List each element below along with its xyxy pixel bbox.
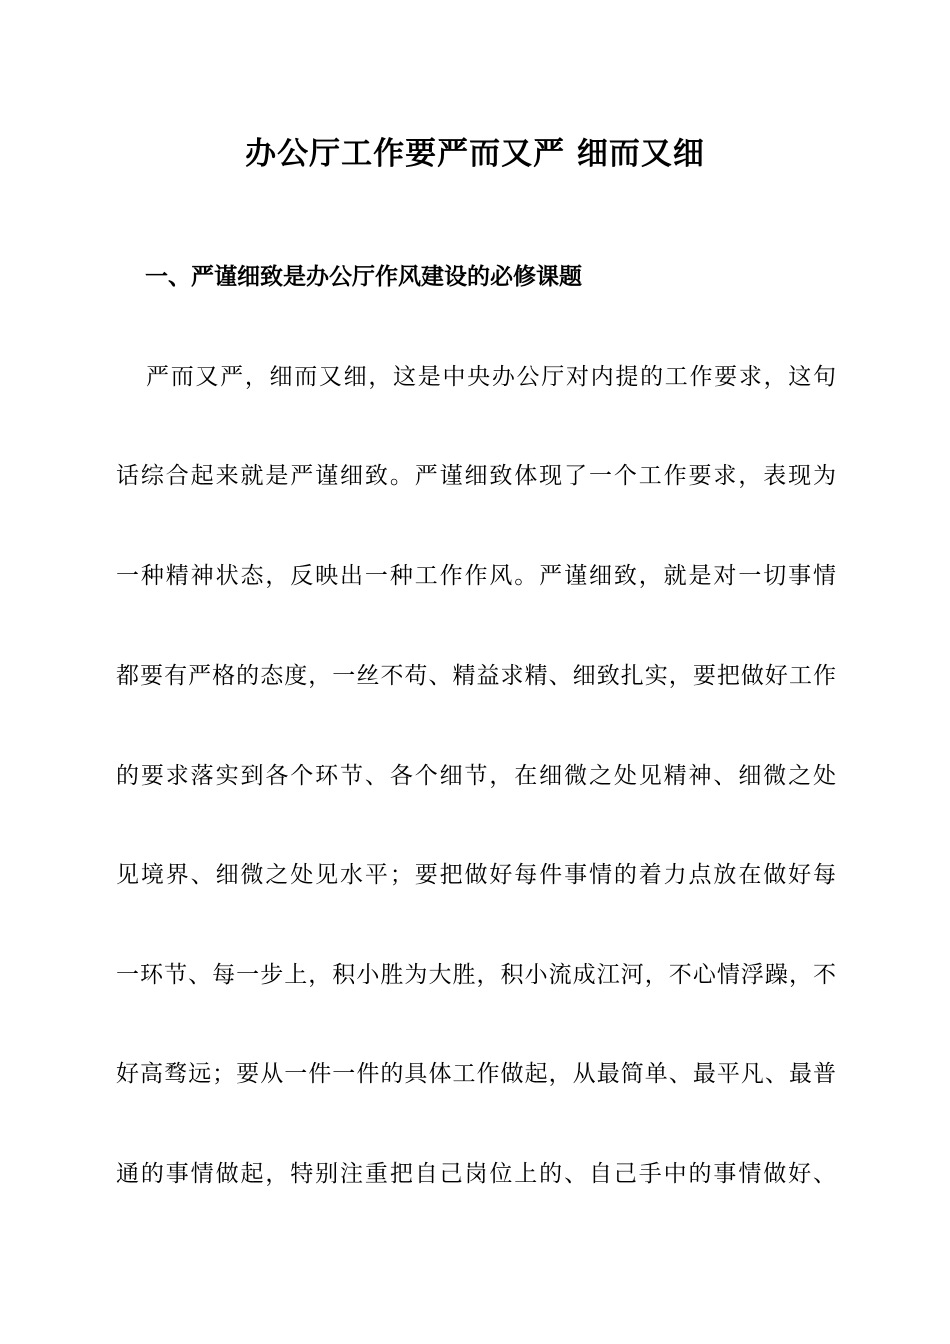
paragraph-line: 一种精神状态，反映出一种工作作风。严谨细致，就是对一切事情 — [116, 563, 836, 589]
paragraph-line: 见境界、细微之处见水平；要把做好每件事情的着力点放在做好每 — [116, 862, 836, 888]
paragraph-line: 话综合起来就是严谨细致。严谨细致体现了一个工作要求，表现为 — [116, 463, 836, 489]
section-heading: 一、严谨细致是办公厅作风建设的必修课题 — [145, 263, 582, 290]
paragraph-line: 通的事情做起，特别注重把自己岗位上的、自己手中的事情做好、 — [116, 1161, 836, 1187]
paragraph-line: 的要求落实到各个环节、各个细节，在细微之处见精神、细微之处 — [116, 763, 836, 789]
document-title: 办公厅工作要严而又严 细而又细 — [245, 136, 705, 172]
paragraph-line: 都要有严格的态度，一丝不苟、精益求精、细致扎实，要把做好工作 — [116, 663, 836, 689]
paragraph-line: 好高骛远；要从一件一件的具体工作做起，从最简单、最平凡、最普 — [116, 1061, 836, 1087]
paragraph-line: 一环节、每一步上，积小胜为大胜，积小流成江河，不心情浮躁，不 — [116, 962, 836, 988]
paragraph-line: 严而又严，细而又细，这是中央办公厅对内提的工作要求，这句 — [146, 364, 836, 390]
